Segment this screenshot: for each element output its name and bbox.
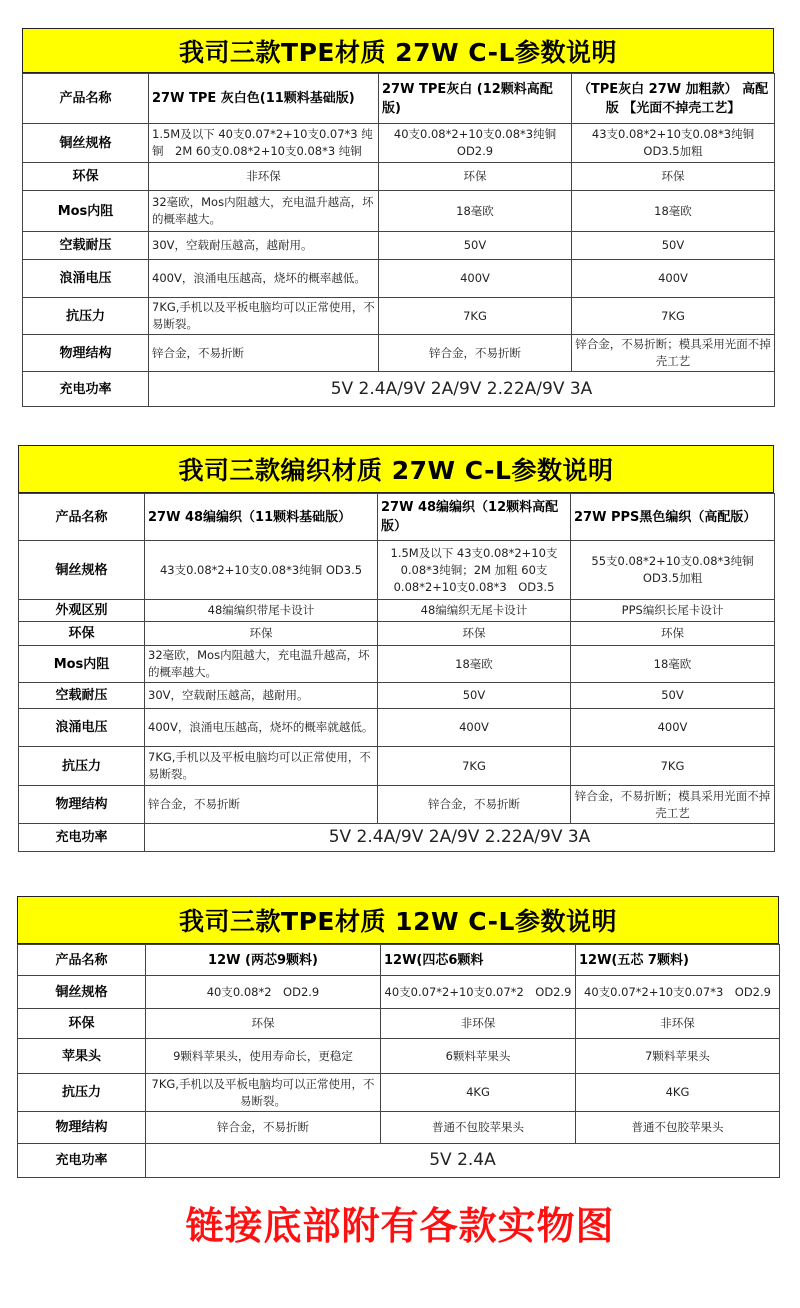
table-cell: 400V (571, 709, 775, 747)
table-row-product (18, 945, 780, 976)
table-row (19, 786, 775, 824)
table-cell: 9颗料苹果头，使用寿命长，更稳定 (146, 1039, 381, 1074)
table-cell: 4KG (381, 1074, 576, 1112)
table-cell: 环保 (572, 163, 775, 191)
row-label: 充电功率 (18, 1144, 146, 1178)
table-cell: 锌合金，不易折断；模具采用光面不掉壳工艺 (572, 335, 775, 372)
table-cell: 7KG (572, 298, 775, 335)
table-cell: 7颗料苹果头 (576, 1039, 780, 1074)
table-cell: 普通不包胶苹果头 (381, 1112, 576, 1144)
table-cell: 40支0.07*2+10支0.07*2 OD2.9 (381, 976, 576, 1009)
table-row (19, 709, 775, 747)
row-label: 充电功率 (19, 824, 145, 852)
table-cell: 锌合金，不易折断 (146, 1112, 381, 1144)
table-cell: 1.5M及以下 43支0.08*2+10支0.08*3纯铜；2M 加粗 60支0.08*2+10支0.08*3 OD3.5 (378, 541, 571, 600)
row-label: 物理结构 (18, 1112, 146, 1144)
product-header: 12W(四芯6颗料 (381, 945, 576, 976)
table-cell: 4KG (576, 1074, 780, 1112)
product-header: 27W PPS黑色编织（高配版） (571, 494, 775, 541)
table-cell: 48编编织带尾卡设计 (145, 600, 378, 622)
row-label: 产品名称 (18, 945, 146, 976)
table-cell: 非环保 (576, 1009, 780, 1039)
table-cell: 锌合金，不易折断 (149, 335, 379, 372)
table-row (19, 541, 775, 600)
table-cell: 7KG (379, 298, 572, 335)
table-row-product (23, 74, 775, 124)
footer-notice: 链接底部附有各款实物图 (185, 1204, 615, 1248)
table-row (18, 1039, 780, 1074)
table-cell: 400V (378, 709, 571, 747)
row-label: 空载耐压 (23, 232, 149, 260)
table-cell: 43支0.08*2+10支0.08*3纯铜 OD3.5加粗 (572, 124, 775, 163)
table-cell: 400V (379, 260, 572, 298)
row-label: 苹果头 (18, 1039, 146, 1074)
table-cell: 7KG,手机以及平板电脑均可以正常使用，不易断裂。 (145, 747, 378, 786)
row-label: 物理结构 (23, 335, 149, 372)
table-cell: 50V (379, 232, 572, 260)
table-cell: 锌合金，不易折断；模具采用光面不掉壳工艺 (571, 786, 775, 824)
table-row (23, 124, 775, 163)
table-cell: 50V (378, 683, 571, 709)
table-cell: 43支0.08*2+10支0.08*3纯铜 OD3.5 (145, 541, 378, 600)
table-cell: 32毫欧，Mos内阻越大，充电温升越高，坏的概率越大。 (145, 646, 378, 683)
table-cell: 400V，浪涌电压越高，烧坏的概率就越低。 (145, 709, 378, 747)
table-cell: 18毫欧 (571, 646, 775, 683)
spec-table-braided-27w (18, 493, 775, 852)
product-header: （TPE灰白 27W 加粗款） 高配版 【光面不掉壳工艺】 (572, 74, 775, 124)
table3-title: 我司三款TPE材质 12W C-L参数说明 (17, 896, 779, 944)
table-cell: 400V (572, 260, 775, 298)
table-row (19, 747, 775, 786)
table-cell: PPS编织长尾卡设计 (571, 600, 775, 622)
row-label: 物理结构 (19, 786, 145, 824)
product-header: 27W 48编编织（11颗料基础版） (145, 494, 378, 541)
row-label: 空载耐压 (19, 683, 145, 709)
table-row (23, 260, 775, 298)
table-cell: 普通不包胶苹果头 (576, 1112, 780, 1144)
row-label: Mos内阻 (19, 646, 145, 683)
row-label: 抗压力 (19, 747, 145, 786)
spec-table-tpe-12w (17, 944, 780, 1178)
power-value: 5V 2.4A (146, 1144, 780, 1178)
table-cell: 锌合金，不易折断 (378, 786, 571, 824)
table-cell: 非环保 (149, 163, 379, 191)
table-cell: 1.5M及以下 40支0.07*2+10支0.07*3 纯铜 2M 60支0.08*2+10支0.08*3 纯铜 (149, 124, 379, 163)
table-cell: 48编编织无尾卡设计 (378, 600, 571, 622)
table-cell: 40支0.07*2+10支0.07*3 OD2.9 (576, 976, 780, 1009)
table-row (18, 1112, 780, 1144)
table-row (23, 163, 775, 191)
table2-title: 我司三款编织材质 27W C-L参数说明 (18, 445, 774, 493)
table-cell: 400V，浪涌电压越高，烧坏的概率越低。 (149, 260, 379, 298)
table-cell: 环保 (379, 163, 572, 191)
table-cell: 30V，空载耐压越高，越耐用。 (145, 683, 378, 709)
table-row (19, 622, 775, 646)
table-cell: 7KG (378, 747, 571, 786)
table-cell: 环保 (145, 622, 378, 646)
row-label: 浪涌电压 (23, 260, 149, 298)
table-row-power (19, 824, 775, 852)
product-header: 27W TPE灰白 (12颗料高配版) (379, 74, 572, 124)
product-header: 27W TPE 灰白色(11颗料基础版) (149, 74, 379, 124)
row-label: 产品名称 (23, 74, 149, 124)
table-row (18, 1009, 780, 1039)
table-row (18, 976, 780, 1009)
table1-title: 我司三款TPE材质 27W C-L参数说明 (22, 28, 774, 73)
table-row (23, 232, 775, 260)
row-label: Mos内阻 (23, 191, 149, 232)
row-label: 外观区别 (19, 600, 145, 622)
table-cell: 环保 (571, 622, 775, 646)
table-cell: 7KG,手机以及平板电脑均可以正常使用，不易断裂。 (149, 298, 379, 335)
table-cell: 6颗料苹果头 (381, 1039, 576, 1074)
table-row (19, 683, 775, 709)
table-cell: 50V (571, 683, 775, 709)
table-row (23, 335, 775, 372)
table-cell: 18毫欧 (572, 191, 775, 232)
table-row-product (19, 494, 775, 541)
table-row (23, 298, 775, 335)
table-row (18, 1074, 780, 1112)
row-label: 产品名称 (19, 494, 145, 541)
row-label: 充电功率 (23, 372, 149, 407)
table-cell: 非环保 (381, 1009, 576, 1039)
table-cell: 环保 (146, 1009, 381, 1039)
row-label: 铜丝规格 (23, 124, 149, 163)
table-row-power (23, 372, 775, 407)
table-cell: 7KG (571, 747, 775, 786)
spec-table-tpe-27w (22, 73, 775, 407)
table-cell: 环保 (378, 622, 571, 646)
power-value: 5V 2.4A/9V 2A/9V 2.22A/9V 3A (149, 372, 775, 407)
table-row (23, 191, 775, 232)
row-label: 环保 (19, 622, 145, 646)
table-cell: 50V (572, 232, 775, 260)
table-cell: 锌合金，不易折断 (379, 335, 572, 372)
table-row (19, 646, 775, 683)
product-header: 27W 48编编织（12颗料高配版） (378, 494, 571, 541)
table-cell: 18毫欧 (379, 191, 572, 232)
product-header: 12W (两芯9颗料) (146, 945, 381, 976)
table-row-power (18, 1144, 780, 1178)
row-label: 铜丝规格 (19, 541, 145, 600)
power-value: 5V 2.4A/9V 2A/9V 2.22A/9V 3A (145, 824, 775, 852)
table-cell: 55支0.08*2+10支0.08*3纯铜 OD3.5加粗 (571, 541, 775, 600)
table-cell: 40支0.08*2+10支0.08*3纯铜 OD2.9 (379, 124, 572, 163)
table-cell: 7KG,手机以及平板电脑均可以正常使用，不易断裂。 (146, 1074, 381, 1112)
table-row (19, 600, 775, 622)
table-cell: 30V，空载耐压越高，越耐用。 (149, 232, 379, 260)
row-label: 环保 (23, 163, 149, 191)
product-header: 12W(五芯 7颗料) (576, 945, 780, 976)
row-label: 环保 (18, 1009, 146, 1039)
table-cell: 40支0.08*2 OD2.9 (146, 976, 381, 1009)
row-label: 抗压力 (18, 1074, 146, 1112)
table-cell: 32毫欧，Mos内阻越大，充电温升越高，坏的概率越大。 (149, 191, 379, 232)
row-label: 浪涌电压 (19, 709, 145, 747)
table-cell: 18毫欧 (378, 646, 571, 683)
row-label: 铜丝规格 (18, 976, 146, 1009)
table-cell: 锌合金，不易折断 (145, 786, 378, 824)
row-label: 抗压力 (23, 298, 149, 335)
